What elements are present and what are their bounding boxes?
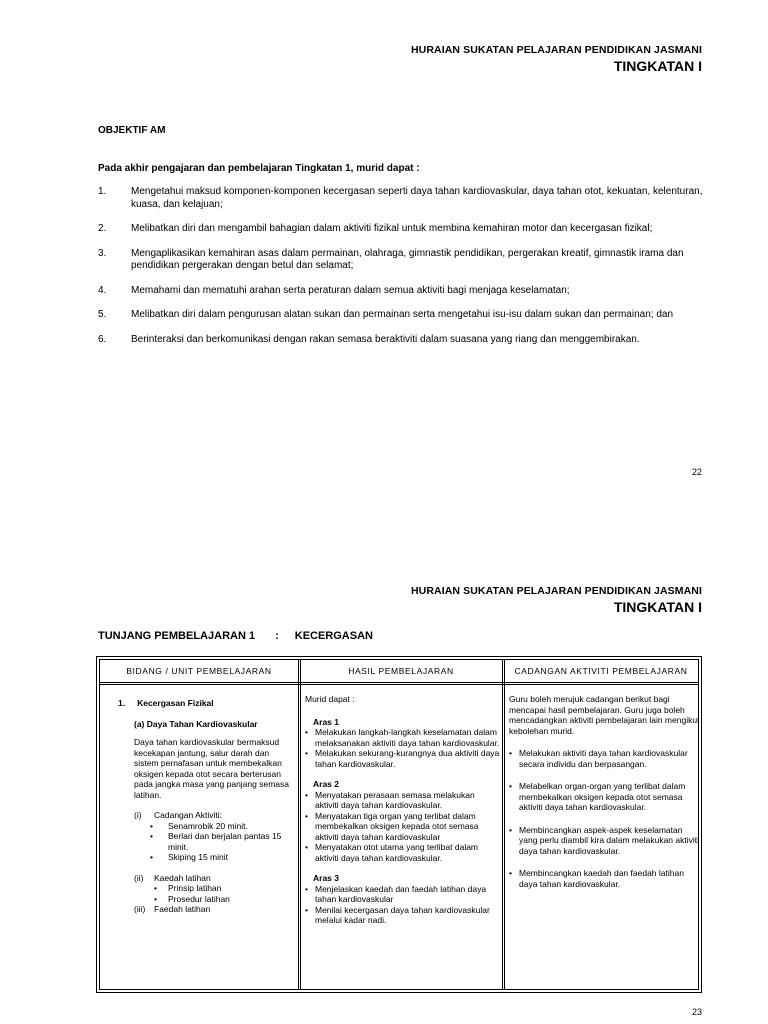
page-header-level: TINGKATAN I: [613, 599, 702, 615]
page-number: 23: [691, 1007, 702, 1017]
objective-item: [98, 285, 708, 298]
activity-item: • Melabelkan organ-organ yang terlibat dalam membekalkan oksigen kepada otot semasa aktiviti daya tahan kardiovaskular.: [509, 781, 701, 813]
section-title: OBJEKTIF AM: [98, 125, 166, 136]
group-label: (ii): [134, 872, 144, 883]
outcome-item: • Menyatakan otot utama yang terlibat dalam aktiviti daya tahan kardiovaskular.: [305, 842, 500, 863]
page-number: 22: [691, 467, 702, 477]
group-item: • Prinsip latihan: [154, 883, 296, 894]
page-header-level: TINGKATAN I: [613, 58, 702, 74]
level-title: Aras 3: [313, 873, 339, 883]
objective-item: [98, 334, 708, 347]
outcome-item: • Melakukan langkah-langkah keselamatan dalam melaksanakan aktiviti daya tahan kardiovaskular.: [305, 727, 500, 748]
learning-strand-separator: :: [275, 630, 279, 642]
unit-number: 1.: [118, 698, 126, 708]
objective-number: 6.: [98, 333, 107, 345]
group-item: • Senamrobik 20 minit.: [150, 821, 296, 832]
table-header-unit: BIDANG / UNIT PEMBELAJARAN: [126, 666, 272, 676]
learning-strand-value: KECERGASAN: [294, 630, 373, 642]
level-title: Aras 2: [313, 779, 339, 789]
group-item: • Berlari dan berjalan pantas 15 minit.: [150, 831, 296, 852]
objective-text: Melibatkan diri dalam pengurusan alatan sukan dan permainan serta mengetahui isu-isu dalam sukan dan permainan; dan: [131, 309, 674, 320]
activities-intro: Guru boleh merujuk cadangan berikut bagi mencapai hasil pembelajaran. Guru juga boleh mencadangkan aktiviti pembelajaran lain mengikut kebolehan murid.: [509, 694, 700, 736]
outcome-item: • Menilai kecergasan daya tahan kardiovaskular melalui kadar nadi.: [305, 905, 500, 926]
objective-number: 4.: [98, 284, 107, 296]
unit-cell: [118, 698, 296, 915]
table-header-outcomes: HASIL PEMBELAJARAN: [348, 666, 454, 676]
group-title: Kaedah latihan: [154, 872, 211, 883]
objectives-list: [98, 186, 708, 358]
objective-number: 1.: [98, 186, 107, 197]
learning-table: [96, 656, 702, 993]
group-item: • Prosedur latihan: [154, 894, 296, 905]
group-item: • Skiping 15 minit: [150, 852, 296, 863]
level-title: Aras 1: [313, 716, 339, 727]
unit-subtitle: (a) Daya Tahan Kardiovaskular: [134, 718, 258, 729]
learning-strand-heading: [98, 630, 373, 642]
objective-text: Berinteraksi dan berkomunikasi dengan rakan semasa beraktiviti dalam suasana yang riang dan menggembirakan.: [131, 333, 640, 345]
activities-cell: [509, 694, 701, 889]
activity-item: • Membincangkan aspek-aspek keselamatan yang perlu diambil kira dalam melakukan aktiviti daya tahan kardiovaskular.: [509, 825, 701, 857]
objective-text: Mengaplikasikan kemahiran asas dalam permainan, olahraga, gimnastik pendidikan, pergerakan kreatif, gimnastik irama dan pendidikan pergerakan dengan betul dan selamat;: [131, 247, 684, 271]
page-header-title: HURAIAN SUKATAN PELAJARAN PENDIDIKAN JASMANI: [410, 585, 702, 597]
group-title: Faedah latihan: [154, 904, 211, 914]
table-header-activities: CADANGAN AKTIVITI PEMBELAJARAN: [514, 666, 688, 676]
objective-number: 3.: [98, 247, 107, 259]
outcome-item: • Menjelaskan kaedah dan faedah latihan daya tahan kardiovaskular: [305, 884, 500, 905]
objective-text: Melibatkan diri dan mengambil bahagian dalam aktiviti fizikal untuk membina kemahiran motor dan kecergasan fizikal;: [131, 223, 653, 234]
unit-description: Daya tahan kardiovaskular bermaksud kecekapan jantung, salur darah dan sistem pernafasan untuk membekalkan oksigen kepada otot secara berterusan pada jangka masa yang panjang semasa latihan.: [134, 737, 289, 800]
outcome-item: • Melakukan sekurang-kurangnya dua aktiviti daya tahan kardiovaskular.: [305, 748, 500, 769]
objective-number: 5.: [98, 309, 107, 320]
group-label: (iii): [134, 904, 146, 914]
objective-text: Memahami dan mematuhi arahan serta peraturan dalam semua aktiviti bagi menjaga keselamatan;: [131, 284, 570, 296]
page-header-title: HURAIAN SUKATAN PELAJARAN PENDIDIKAN JASMANI: [410, 44, 702, 56]
outcomes-intro: Murid dapat :: [305, 694, 355, 704]
objective-item: [98, 248, 708, 273]
objective-item: [98, 223, 708, 236]
group-title: Cadangan Aktiviti:: [154, 810, 223, 820]
activity-item: • Membincangkan kaedah dan faedah latihan daya tahan kardiovaskular.: [509, 868, 701, 889]
objectives-intro: Pada akhir pengajaran dan pembelajaran Tingkatan 1, murid dapat :: [98, 163, 420, 174]
objective-number: 2.: [98, 223, 107, 234]
unit-title-text: Kecergasan Fizikal: [137, 698, 214, 708]
outcomes-cell: [305, 694, 500, 926]
objective-item: [98, 309, 708, 322]
unit-group: [118, 810, 296, 915]
objective-text: Mengetahui maksud komponen-komponen kecergasan seperti daya tahan kardiovaskular, daya tahan otot, kekuatan, kelenturan, kuasa, dan kelajuan;: [131, 186, 703, 210]
group-label: (i): [134, 810, 142, 820]
learning-strand-label: TUNJANG PEMBELAJARAN 1: [98, 630, 256, 642]
outcome-item: • Menyatakan tiga organ yang terlibat dalam membekalkan oksigen kepada otot semasa aktiviti daya tahan kardiovaskular: [305, 811, 500, 843]
unit-title: [118, 698, 296, 709]
activity-item: • Melakukan aktiviti daya tahan kardiovaskular secara individu dan berpasangan.: [509, 748, 701, 769]
outcome-item: • Menyatakan perasaan semasa melakukan aktiviti daya tahan kardiovaskular.: [305, 790, 500, 811]
objective-item: [98, 186, 708, 211]
